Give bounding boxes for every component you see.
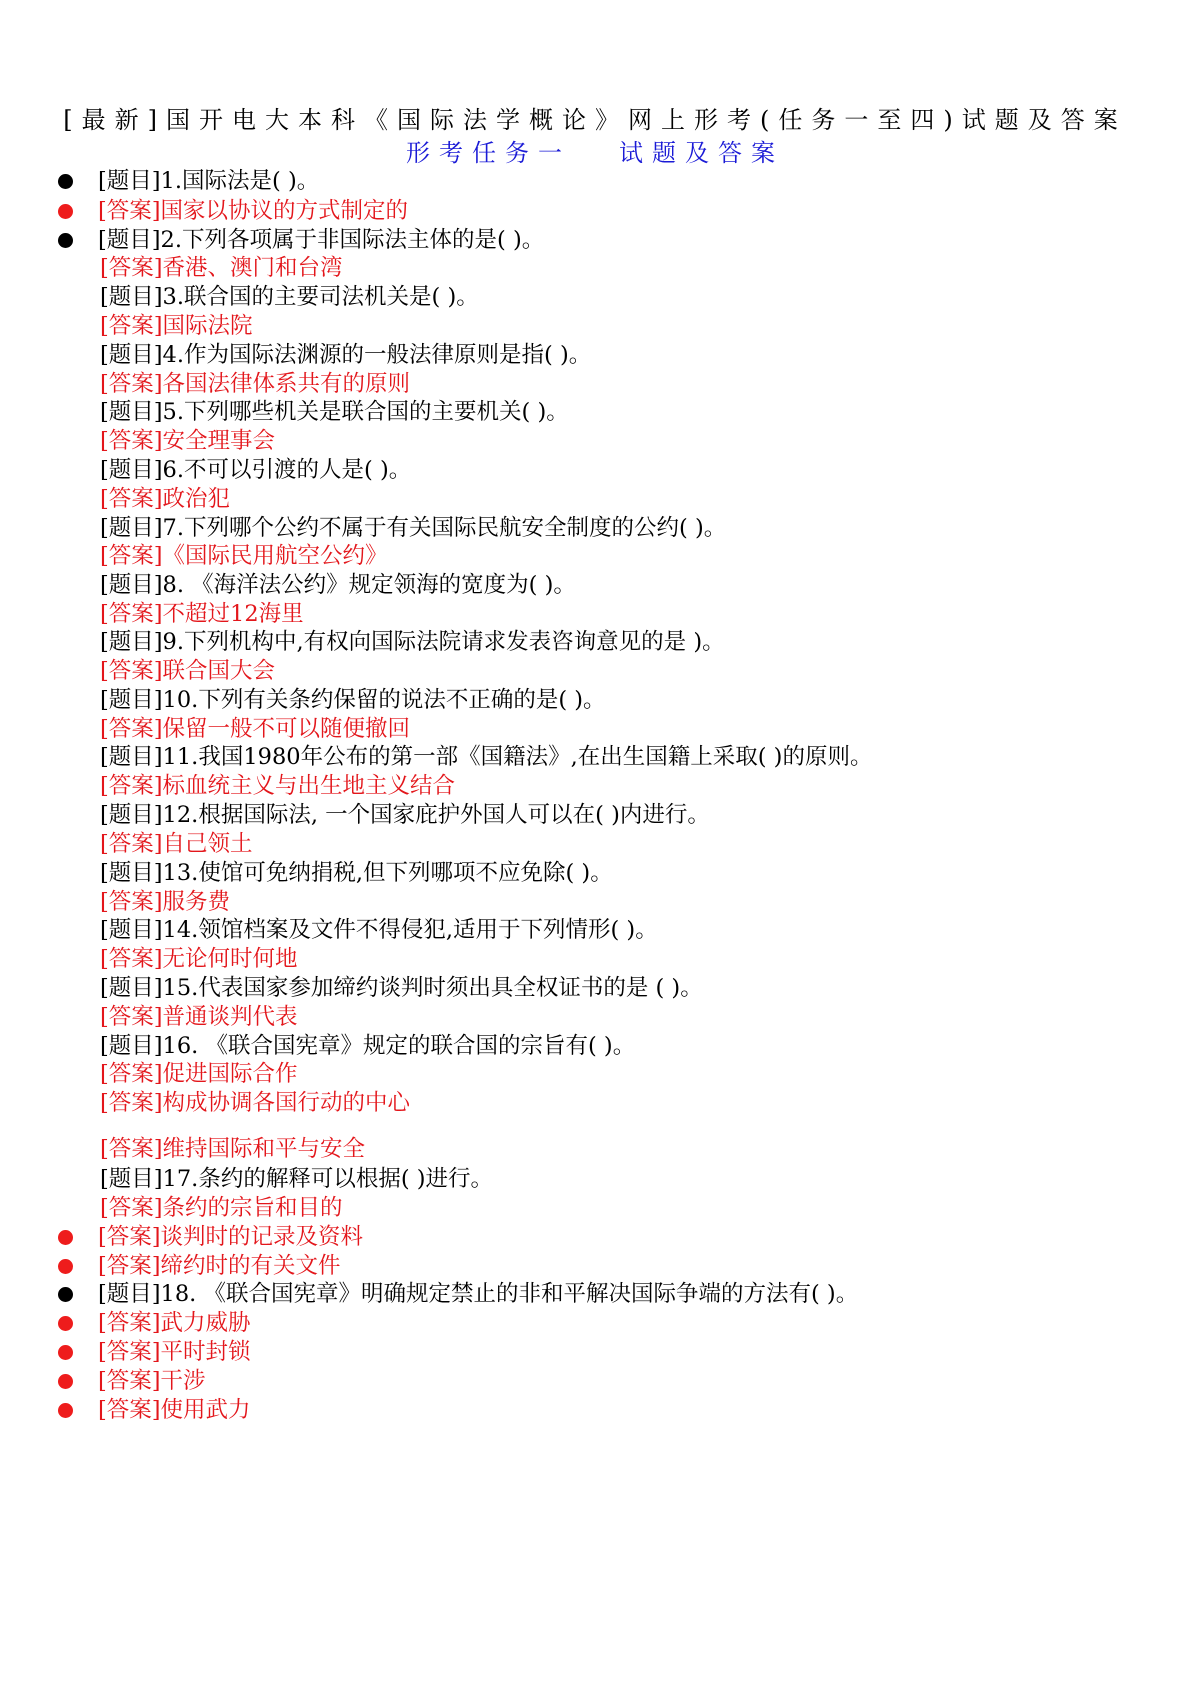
answer-text: [答案]武力威胁 <box>98 1310 251 1336</box>
answer-text: [答案]安全理事会 <box>100 428 276 454</box>
answer-item <box>0 771 1190 802</box>
answer-text: [答案]条约的宗旨和目的 <box>100 1195 343 1221</box>
answer-text: [答案]政治犯 <box>100 486 231 512</box>
answer-text: [答案]国际法院 <box>100 313 253 339</box>
question-item <box>0 742 1190 773</box>
red-bullet-icon <box>58 1403 73 1418</box>
question-item <box>0 340 1190 371</box>
answer-item <box>0 311 1190 342</box>
black-bullet-icon <box>58 174 73 189</box>
answer-text: [答案]自己领土 <box>100 831 253 857</box>
answer-text: [答案]维持国际和平与安全 <box>100 1136 366 1162</box>
question-item <box>0 1164 1190 1195</box>
question-item <box>0 800 1190 831</box>
answer-text: [答案]无论何时何地 <box>100 946 298 972</box>
question-item <box>0 973 1190 1004</box>
question-text: [题目]9.下列机构中,有权向国际法院请求发表咨询意见的是 )。 <box>100 629 725 655</box>
question-text: [题目]2.下列各项属于非国际法主体的是( )。 <box>98 227 545 253</box>
answer-item <box>0 1088 1190 1119</box>
answer-text: [答案]标血统主义与出生地主义结合 <box>100 773 456 799</box>
answer-item <box>0 541 1190 572</box>
question-text: [题目]12.根据国际法, 一个国家庇护外国人可以在( )内进行。 <box>100 802 710 828</box>
question-item <box>0 570 1190 601</box>
question-text: [题目]1.国际法是( )。 <box>98 168 320 194</box>
answer-item <box>0 1337 1190 1368</box>
red-bullet-icon <box>58 1316 73 1331</box>
answer-text: [答案]服务费 <box>100 889 231 915</box>
answer-text: [答案]缔约时的有关文件 <box>98 1253 341 1279</box>
answer-item <box>0 253 1190 284</box>
question-item <box>0 627 1190 658</box>
subtitle-answers: 试题及答案 <box>619 139 784 167</box>
question-text: [题目]15.代表国家参加缔约谈判时须出具全权证书的是 ( )。 <box>100 975 703 1001</box>
question-item <box>0 1031 1190 1062</box>
red-bullet-icon <box>58 1230 73 1245</box>
answer-item <box>0 1059 1190 1090</box>
question-text: [题目]10.下列有关条约保留的说法不正确的是( )。 <box>100 687 606 713</box>
answer-item <box>0 1251 1190 1282</box>
answer-text: [答案]香港、澳门和台湾 <box>100 255 343 281</box>
answer-text: [答案]保留一般不可以随便撤回 <box>100 716 411 742</box>
answer-item <box>0 829 1190 860</box>
answer-item <box>0 656 1190 687</box>
question-item <box>0 455 1190 486</box>
question-item <box>0 282 1190 313</box>
question-text: [题目]5.下列哪些机关是联合国的主要机关( )。 <box>100 399 569 425</box>
red-bullet-icon <box>58 1259 73 1274</box>
question-text: [题目]7.下列哪个公约不属于有关国际民航安全制度的公约( )。 <box>100 515 727 541</box>
answer-item <box>0 426 1190 457</box>
question-item <box>0 858 1190 889</box>
question-text: [题目]17.条约的解释可以根据( )进行。 <box>100 1166 494 1192</box>
answer-text: [答案]平时封锁 <box>98 1339 251 1365</box>
red-bullet-icon <box>58 1374 73 1389</box>
question-item <box>0 1279 1190 1310</box>
answer-item <box>0 196 1190 227</box>
answer-item <box>0 1395 1190 1426</box>
question-text: [题目]8. 《海洋法公约》规定领海的宽度为( )。 <box>100 572 576 598</box>
answer-text: [答案]构成协调各国行动的中心 <box>100 1090 411 1116</box>
answer-item <box>0 714 1190 745</box>
question-text: [题目]11.我国1980年公布的第一部《国籍法》,在出生国籍上采取( )的原则。 <box>100 744 873 770</box>
question-item <box>0 915 1190 946</box>
answer-text: [答案]促进国际合作 <box>100 1061 298 1087</box>
answer-item <box>0 599 1190 630</box>
question-item <box>0 685 1190 716</box>
answer-text: [答案]谈判时的记录及资料 <box>98 1224 364 1250</box>
question-text: [题目]6.不可以引渡的人是( )。 <box>100 457 412 483</box>
answer-item <box>0 484 1190 515</box>
section-subtitle <box>0 136 1190 170</box>
subtitle-task: 形考任务一 <box>406 139 571 167</box>
black-bullet-icon <box>58 1287 73 1302</box>
question-text: [题目]3.联合国的主要司法机关是( )。 <box>100 284 479 310</box>
answer-item <box>0 1134 1190 1165</box>
document-title: [最新]国开电大本科《国际法学概论》网上形考(任务一至四)试题及答案 <box>63 106 1127 134</box>
answer-text: [答案]普通谈判代表 <box>100 1004 298 1030</box>
question-text: [题目]18. 《联合国宪章》明确规定禁止的非和平解决国际争端的方法有( )。 <box>98 1281 859 1307</box>
answer-text: [答案]《国际民用航空公约》 <box>100 543 388 569</box>
answer-item <box>0 369 1190 400</box>
question-text: [题目]13.使馆可免纳捐税,但下列哪项不应免除( )。 <box>100 860 613 886</box>
answer-text: [答案]国家以协议的方式制定的 <box>98 198 409 224</box>
red-bullet-icon <box>58 1345 73 1360</box>
answer-text: [答案]不超过12海里 <box>100 601 304 627</box>
question-text: [题目]16. 《联合国宪章》规定的联合国的宗旨有( )。 <box>100 1033 636 1059</box>
question-item <box>0 166 1190 197</box>
answer-item <box>0 1193 1190 1224</box>
answer-item <box>0 1366 1190 1397</box>
answer-text: [答案]干涉 <box>98 1368 206 1394</box>
question-item <box>0 513 1190 544</box>
answer-text: [答案]联合国大会 <box>100 658 276 684</box>
question-item <box>0 225 1190 256</box>
answer-item <box>0 887 1190 918</box>
question-text: [题目]14.领馆档案及文件不得侵犯,适用于下列情形( )。 <box>100 917 658 943</box>
answer-item <box>0 1002 1190 1033</box>
question-text: [题目]4.作为国际法渊源的一般法律原则是指( )。 <box>100 342 592 368</box>
answer-text: [答案]各国法律体系共有的原则 <box>100 371 411 397</box>
answer-item <box>0 1222 1190 1253</box>
answer-text: [答案]使用武力 <box>98 1397 251 1423</box>
answer-item <box>0 1308 1190 1339</box>
red-bullet-icon <box>58 204 73 219</box>
answer-item <box>0 944 1190 975</box>
black-bullet-icon <box>58 233 73 248</box>
question-item <box>0 397 1190 428</box>
